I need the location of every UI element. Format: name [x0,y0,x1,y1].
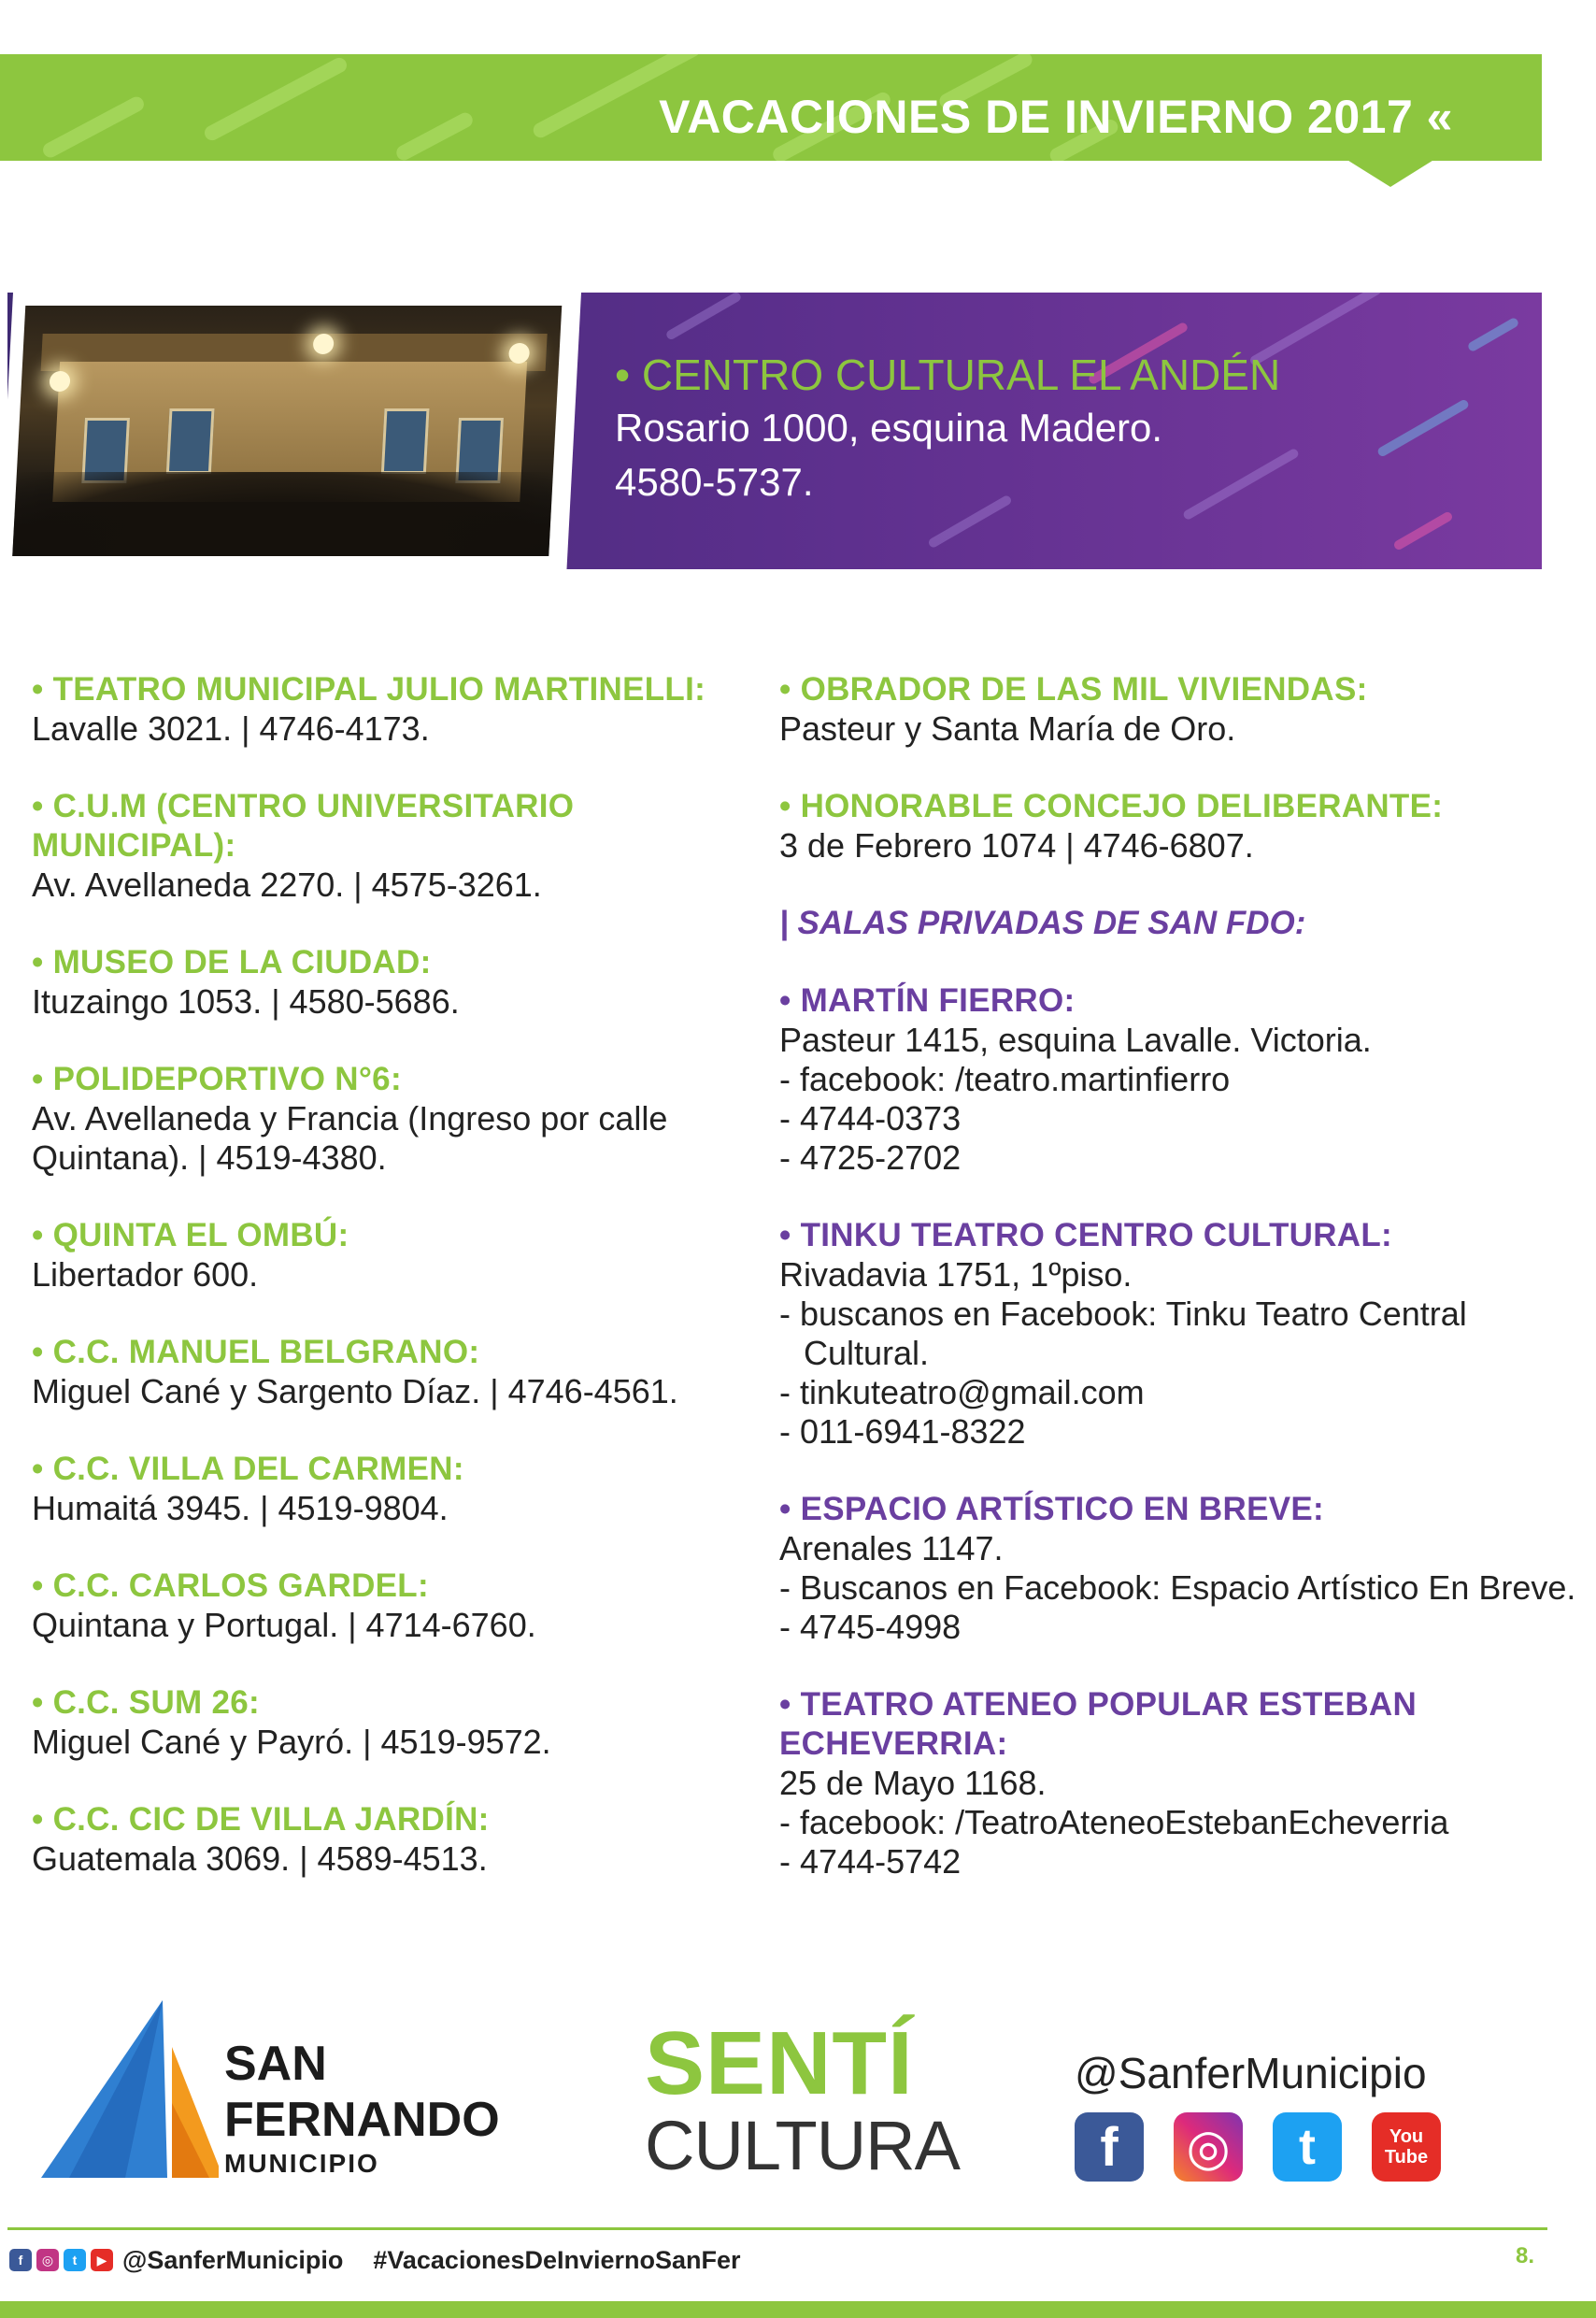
venue-title: • C.C. CIC DE VILLA JARDÍN: [32,1801,490,1838]
venue-entry [32,943,751,1022]
feature-phone: 4580-5737. [615,460,814,504]
venue-contact: - 4725-2702 [779,1138,962,1177]
venue-address: Libertador 600. [32,1255,259,1294]
feature-title: • CENTRO CULTURAL EL ANDÉN [615,351,1281,399]
header-title: VACACIONES DE INVIERNO 2017 « [659,91,1453,143]
instagram-icon[interactable]: ◎ [1174,2112,1243,2182]
twitter-icon[interactable]: t [64,2249,86,2271]
venue-contact: - 4745-4998 [779,1608,962,1646]
venue-entry [32,1683,751,1762]
logo-line-fernando: FERNANDO [224,2093,500,2147]
footer-hashtag: #VacacionesDeInviernoSanFer [373,2245,741,2274]
venue-entry [32,670,751,749]
venue-entry-tinku [779,1216,1583,1452]
venue-title: • C.C. SUM 26: [32,1684,260,1721]
venue-contact: - 4744-0373 [779,1099,962,1138]
venue-entry-espacio [779,1490,1583,1647]
venue-title: • QUINTA EL OMBÚ: [32,1217,349,1253]
venue-entry [779,670,1583,749]
venue-title: • MARTÍN FIERRO: [779,982,1076,1019]
venue-title: • TEATRO ATENEO POPULAR ESTEBAN ECHEVERRIA: [779,1686,1418,1762]
venue-entry [32,1450,751,1528]
venue-address: Av. Avellaneda 2270. | 4575-3261. [32,866,542,904]
facebook-icon[interactable]: f [9,2249,32,2271]
venue-entry [32,1216,751,1295]
venue-contact: - 4744-5742 [779,1842,962,1881]
left-venue-list [32,670,751,1917]
right-venue-list [779,670,1583,1920]
venue-title: • C.C. MANUEL BELGRANO: [32,1334,480,1370]
venue-title: • POLIDEPORTIVO N°6: [32,1061,402,1097]
venue-contact: - facebook: /TeatroAteneoEstebanEcheverria [779,1803,1449,1841]
youtube-icon[interactable]: ▶ [91,2249,113,2271]
venue-entry-martin-fierro [779,981,1583,1178]
footer [9,2243,741,2277]
venue-entry [32,1800,751,1879]
feature-address: Rosario 1000, esquina Madero. [615,406,1163,450]
venue-address: Arenales 1147. [779,1529,1004,1567]
venue-title: • C.C. CARLOS GARDEL: [32,1567,429,1604]
footer-rule [7,2227,1547,2230]
venue-contact: - facebook: /teatro.martinfierro [779,1060,1231,1098]
social-handle[interactable]: @SanferMunicipio [1075,2049,1427,2097]
centro-cultural-photo [12,306,562,556]
venue-address: 3 de Febrero 1074 | 4746-6807. [779,826,1254,865]
venue-address: Rivadavia 1751, 1ºpiso. [779,1255,1133,1294]
header-notch [1346,159,1435,187]
venue-entry [32,1567,751,1645]
venue-title: • C.U.M (CENTRO UNIVERSITARIO MUNICIPAL): [32,788,575,864]
venue-entry-ateneo [779,1685,1583,1882]
venue-title: • TINKU TEATRO CENTRO CULTURAL: [779,1217,1393,1253]
venue-address: Pasteur 1415, esquina Lavalle. Victoria. [779,1021,1372,1059]
venue-address: Miguel Cané y Payró. | 4519-9572. [32,1723,551,1761]
twitter-icon[interactable]: t [1273,2112,1342,2182]
venue-address: 25 de Mayo 1168. [779,1764,1047,1802]
venue-entry [32,787,751,905]
venue-address: Pasteur y Santa María de Oro. [779,709,1236,748]
venue-contact: - buscanos en Facebook: Tinku Teatro Central Cultural. [779,1295,1467,1372]
footer-handle[interactable]: @SanferMunicipio [122,2245,344,2274]
facebook-icon[interactable]: f [1075,2112,1144,2182]
feature-photo-frame [7,293,581,569]
venue-address: Guatemala 3069. | 4589-4513. [32,1839,488,1878]
venue-address: Av. Avellaneda y Francia (Ingreso por calle Quintana). | 4519-4380. [32,1099,668,1177]
instagram-icon[interactable]: ◎ [36,2249,59,2271]
venue-contact: - tinkuteatro@gmail.com [779,1373,1145,1411]
venue-title: • C.C. VILLA DEL CARMEN: [32,1451,464,1487]
social-block [1075,2047,1467,2182]
bottom-band [0,2301,1596,2318]
logo-line-san: SAN [224,2037,327,2091]
youtube-icon[interactable]: You Tube [1372,2112,1441,2182]
venue-address: Lavalle 3021. | 4746-4173. [32,709,430,748]
logo-senti: SENTÍ [645,2013,914,2113]
venue-entry [779,787,1583,866]
venue-contact: - 011-6941-8322 [779,1412,1026,1451]
venue-title: • ESPACIO ARTÍSTICO EN BREVE: [779,1491,1324,1527]
venue-address: Miguel Cané y Sargento Díaz. | 4746-4561. [32,1372,678,1410]
venue-address: Humaitá 3945. | 4519-9804. [32,1489,449,1527]
header-banner [0,54,1542,161]
sailboat-icon [32,2000,219,2187]
venue-address: Quintana y Portugal. | 4714-6760. [32,1606,536,1644]
venue-contact: - Buscanos en Facebook: Espacio Artístico En Breve. [779,1568,1576,1607]
feature-banner [7,293,1542,569]
venue-title: • TEATRO MUNICIPAL JULIO MARTINELLI: [32,671,706,708]
venue-title: • OBRADOR DE LAS MIL VIVIENDAS: [779,671,1368,708]
venue-entry [32,1060,751,1178]
venue-entry [32,1333,751,1411]
private-venues-heading: | SALAS PRIVADAS DE SAN FDO: [779,905,1306,941]
logo-cultura: CULTURA [645,2107,960,2184]
venue-title: • MUSEO DE LA CIUDAD: [32,944,432,980]
logo-line-municipio: MUNICIPIO [224,2149,379,2178]
san-fernando-logo [32,2000,518,2187]
page-number: 8. [1516,2243,1535,2268]
venue-title: • HONORABLE CONCEJO DELIBERANTE: [779,788,1444,824]
senti-cultura-logo [645,2013,960,2187]
venue-address: Ituzaingo 1053. | 4580-5686. [32,982,460,1021]
